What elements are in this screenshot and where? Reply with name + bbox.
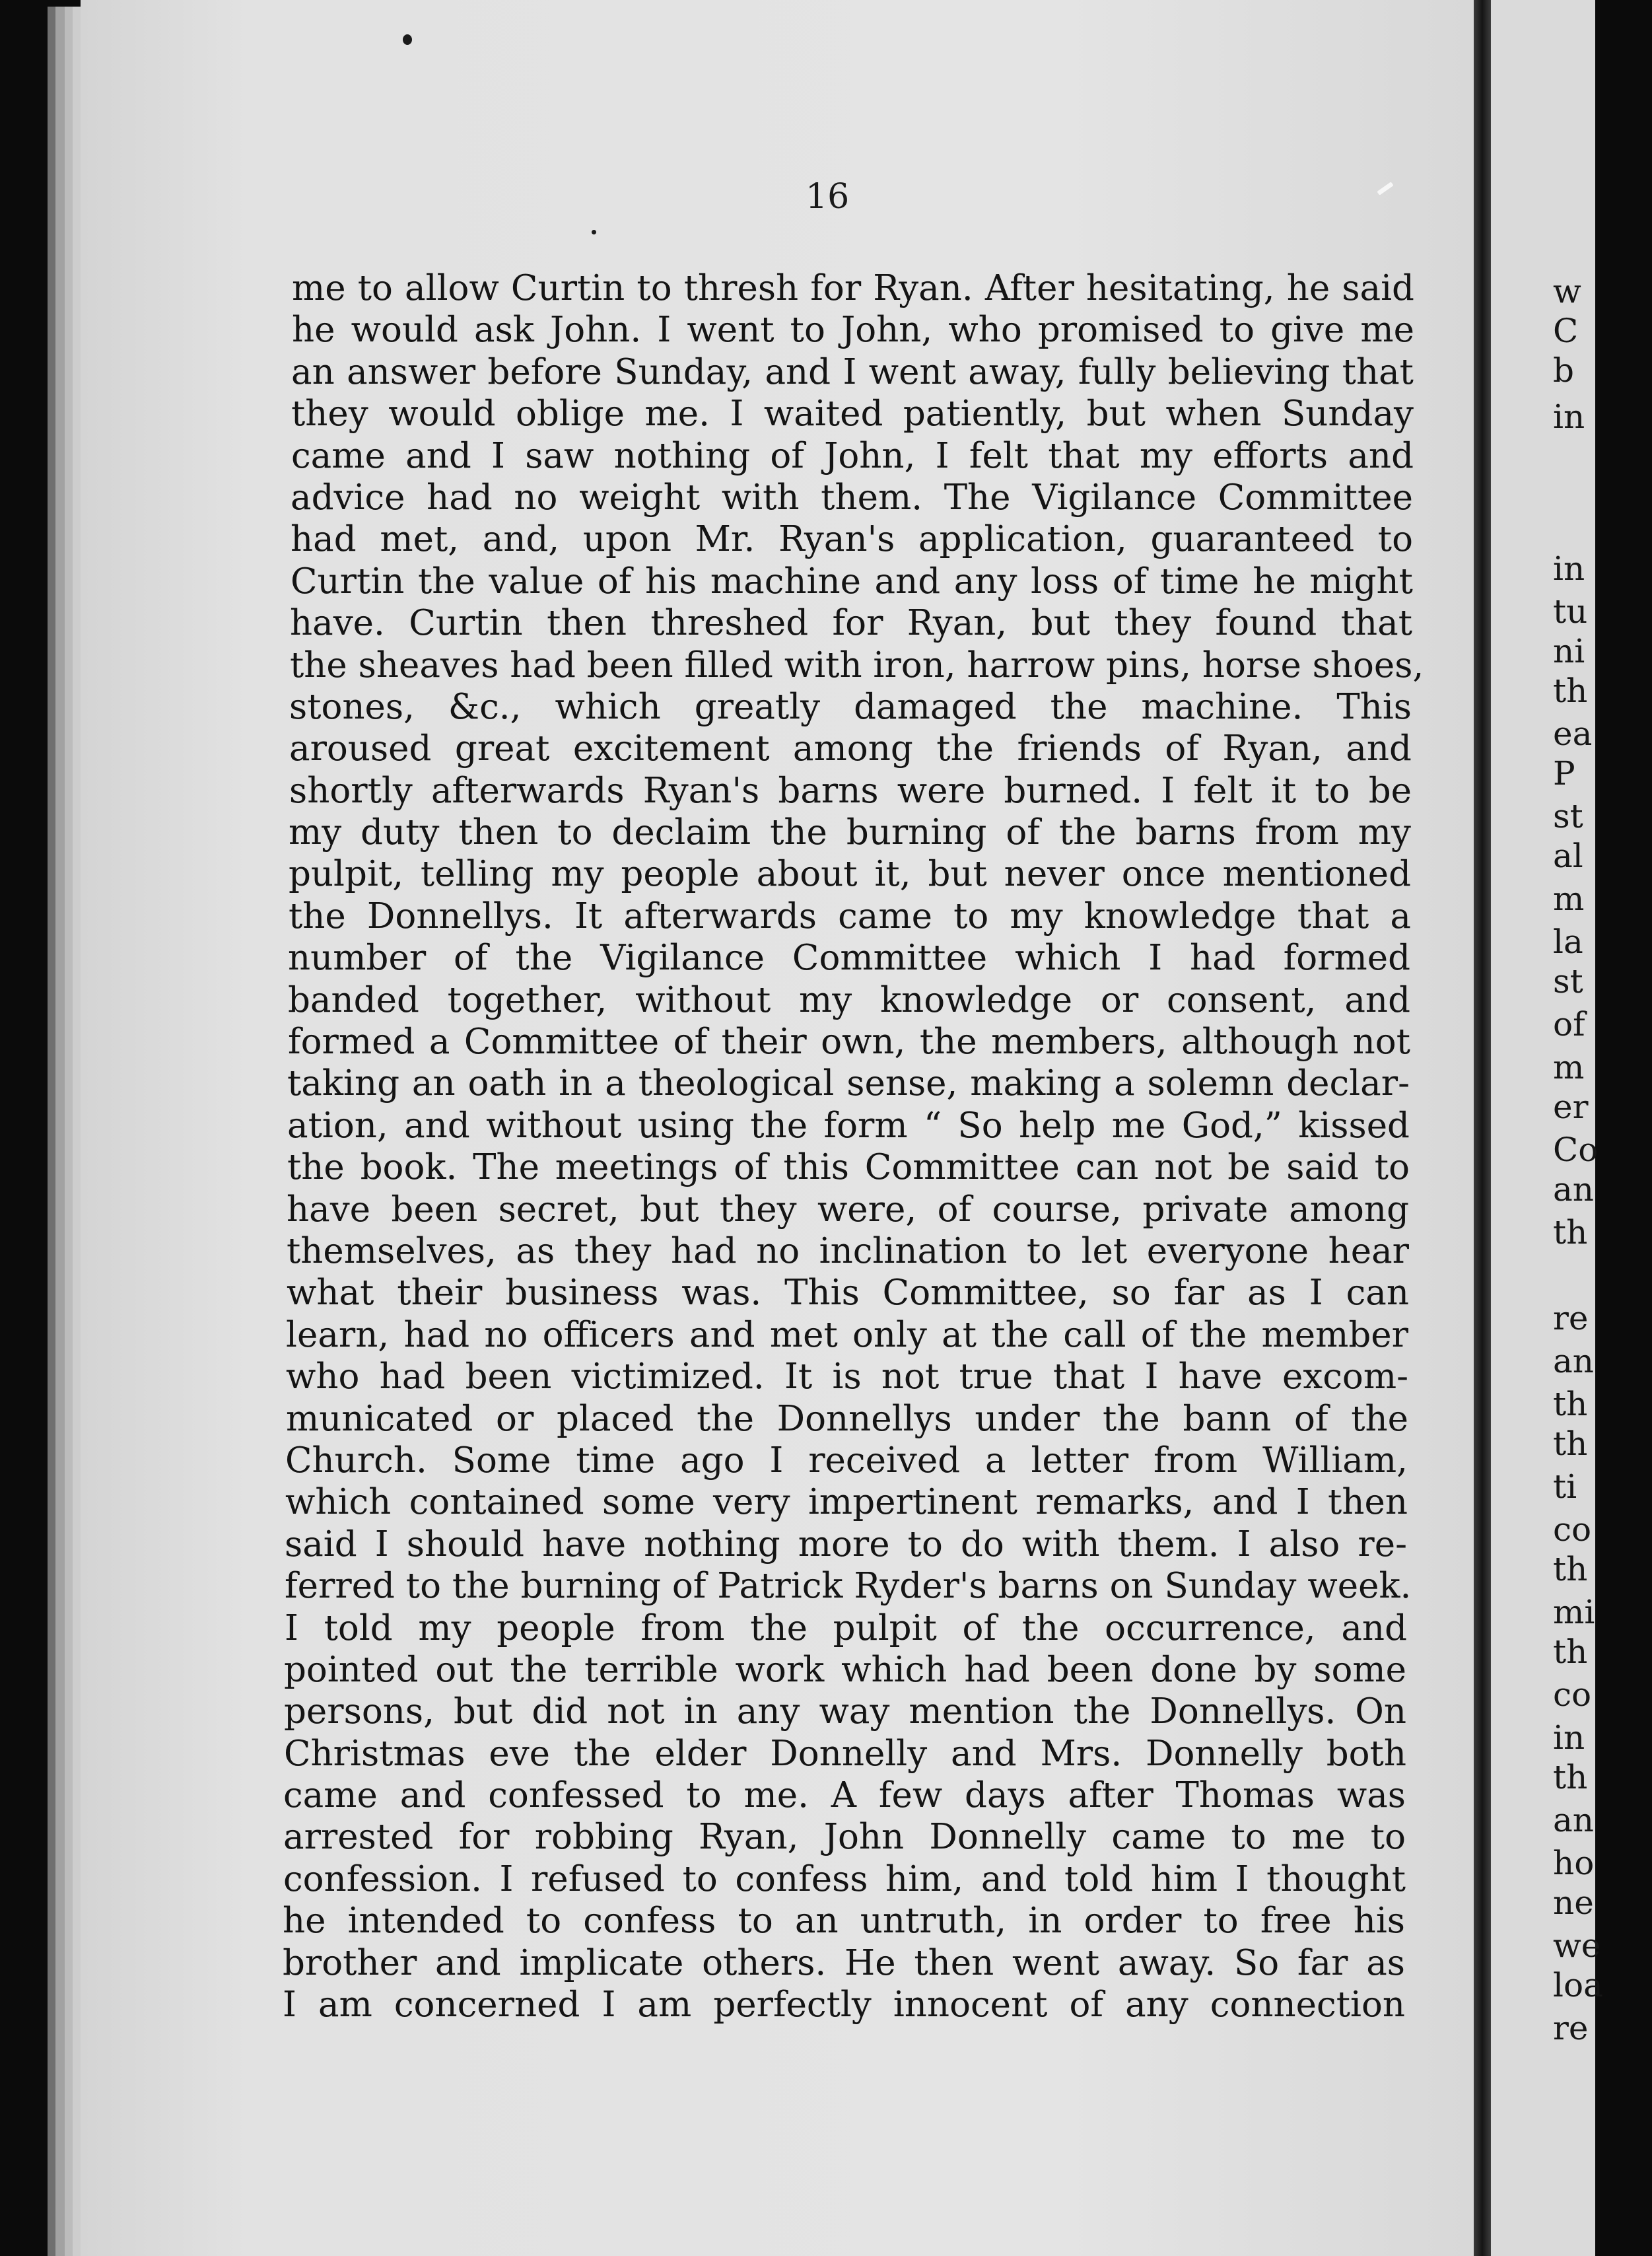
- text-line: came and I saw nothing of John, I felt that my efforts and: [291, 435, 1414, 476]
- text-line: he intended to confess to an untruth, in order to free his: [283, 1901, 1405, 1942]
- text-line: number of the Vigilance Committee which I had formed: [288, 938, 1410, 979]
- facing-page-fragment: C: [1553, 312, 1579, 350]
- text-line: pointed out the terrible work which had been done by some: [284, 1649, 1406, 1690]
- text-line: the book. The meetings of this Committee can not be said to: [287, 1147, 1410, 1188]
- facing-page-fragment: b: [1553, 351, 1575, 390]
- text-line: he would ask John. I went to John, who promised to give me: [292, 310, 1414, 351]
- facing-page-fragment: st: [1553, 797, 1583, 835]
- text-line: which contained some very impertinent remarks, and I then: [285, 1482, 1408, 1523]
- facing-page-fragment: th: [1553, 1385, 1588, 1423]
- text-line: advice had no weight with them. The Vigilance Committee: [291, 477, 1413, 518]
- facing-page-fragment: m: [1553, 880, 1585, 918]
- facing-page-fragment: er: [1553, 1088, 1589, 1126]
- body-text: [283, 267, 1424, 2026]
- text-line: formed a Committee of their own, the members, although not: [288, 1022, 1410, 1063]
- facing-page-fragment: loa: [1553, 1966, 1603, 2004]
- facing-page-fragment: ho: [1553, 1844, 1595, 1882]
- page-edge: [48, 7, 55, 2256]
- text-line: they would oblige me. I waited patiently, but when Sunday: [291, 394, 1414, 435]
- text-line: confession. I refused to confess him, and told him I thought: [283, 1858, 1406, 1899]
- text-line: who had been victimized. It is not true that I have excom-: [286, 1357, 1408, 1397]
- text-line: taking an oath in a theological sense, making a solemn declar-: [287, 1063, 1410, 1104]
- text-line: municated or placed the Donnellys under the bann of the: [286, 1398, 1408, 1439]
- facing-page-fragment: an: [1553, 1170, 1595, 1209]
- facing-page-fragment: tu: [1553, 592, 1588, 631]
- text-line: aroused great excitement among the friends of Ryan, and: [289, 728, 1412, 769]
- page-edge: [55, 7, 65, 2256]
- facing-page-fragment: P: [1553, 754, 1575, 793]
- text-line: shortly afterwards Ryan's barns were burned. I felt it to be: [289, 770, 1412, 811]
- facing-page-fragment: th: [1553, 1633, 1588, 1671]
- text-line: what their business was. This Committee, so far as I can: [287, 1273, 1409, 1314]
- text-line: banded together, without my knowledge or consent, and: [288, 979, 1410, 1020]
- facing-page-fragment: in: [1553, 1718, 1585, 1757]
- facing-page-fragment: th: [1553, 1425, 1588, 1463]
- text-line: have. Curtin then threshed for Ryan, but they found that: [290, 603, 1412, 644]
- facing-page-fragment: th: [1553, 1758, 1588, 1796]
- text-line: had met, and, upon Mr. Ryan's application, guaranteed to: [291, 519, 1413, 560]
- text-line: I am concerned I am perfectly innocent of any connection: [283, 1985, 1405, 2026]
- facing-page-fragment: th: [1553, 1213, 1588, 1251]
- text-line: Curtin the value of his machine and any loss of time he might: [291, 561, 1413, 602]
- facing-page-fragment: al: [1553, 837, 1583, 875]
- text-line: persons, but did not in any way mention the Donnellys. On: [284, 1691, 1406, 1732]
- facing-page-fragment: ea: [1553, 715, 1593, 753]
- text-line: Christmas eve the elder Donnelly and Mrs. Donnelly both: [284, 1733, 1406, 1774]
- text-line: I told my people from the pulpit of the occurrence, and: [285, 1607, 1407, 1648]
- text-line: have been secret, but they were, of course, private among: [287, 1189, 1409, 1230]
- facing-page-fragment: th: [1553, 672, 1588, 710]
- facing-page-fragment: ni: [1553, 632, 1585, 670]
- ink-spot: [403, 34, 412, 45]
- text-line: came and confessed to me. A few days after Thomas was: [283, 1775, 1406, 1816]
- text-line: stones, &c., which greatly damaged the machine. This: [289, 686, 1412, 727]
- facing-page-fragment: re: [1553, 1299, 1589, 1337]
- text-line: the sheaves had been filled with iron, harrow pins, horse shoes,: [290, 645, 1424, 686]
- facing-page-fragment: we: [1553, 1926, 1601, 1965]
- text-line: ation, and without using the form “ So help me God,” kissed: [287, 1105, 1410, 1146]
- text-line: pulpit, telling my people about it, but never once mentioned: [289, 854, 1411, 895]
- page-edge: [73, 7, 81, 2256]
- facing-page-fragment: la: [1553, 923, 1583, 961]
- book-gutter: [1474, 0, 1491, 2256]
- facing-page-fragment: in: [1553, 549, 1585, 588]
- facing-page-fragment: co: [1553, 1510, 1592, 1549]
- text-line: my duty then to declaim the burning of the barns from my: [289, 812, 1411, 853]
- facing-page-fragment: in: [1553, 398, 1585, 436]
- facing-page-fragment: of: [1553, 1005, 1585, 1043]
- facing-page-fragment: th: [1553, 1550, 1588, 1588]
- text-line: themselves, as they had no inclination to let everyone hear: [287, 1230, 1409, 1271]
- facing-page-fragment: ne: [1553, 1884, 1594, 1922]
- text-line: brother and implicate others. He then went away. So far as: [283, 1942, 1405, 1983]
- facing-page-fragment: ti: [1553, 1467, 1577, 1506]
- facing-page-fragment: st: [1553, 962, 1583, 1001]
- text-line: learn, had no officers and met only at the call of the member: [286, 1314, 1408, 1355]
- facing-page-fragment: m: [1553, 1048, 1585, 1086]
- text-line: me to allow Curtin to thresh for Ryan. After hesitating, he said: [292, 268, 1414, 308]
- facing-page-fragment: mi: [1553, 1593, 1595, 1631]
- facing-page-fragment: re: [1553, 2009, 1589, 2047]
- ink-spot: [592, 230, 596, 234]
- text-line: arrested for robbing Ryan, John Donnelly came to me to: [283, 1817, 1406, 1858]
- facing-page-fragment: an: [1553, 1801, 1595, 1839]
- page-number: 16: [806, 177, 850, 217]
- facing-page-fragment: Co: [1553, 1131, 1599, 1169]
- page-edge: [65, 7, 73, 2256]
- text-line: an answer before Sunday, and I went away, fully believing that: [291, 351, 1414, 392]
- text-line: said I should have nothing more to do with them. I also re-: [285, 1524, 1407, 1565]
- text-line: ferred to the burning of Patrick Ryder's barns on Sunday week.: [285, 1566, 1412, 1607]
- facing-page-fragment: co: [1553, 1675, 1592, 1714]
- facing-page-fragment: w: [1553, 272, 1581, 310]
- facing-page-fragment: an: [1553, 1342, 1595, 1380]
- text-line: Church. Some time ago I received a letter from William,: [285, 1440, 1408, 1481]
- text-line: the Donnellys. It afterwards came to my knowledge that a: [289, 896, 1411, 936]
